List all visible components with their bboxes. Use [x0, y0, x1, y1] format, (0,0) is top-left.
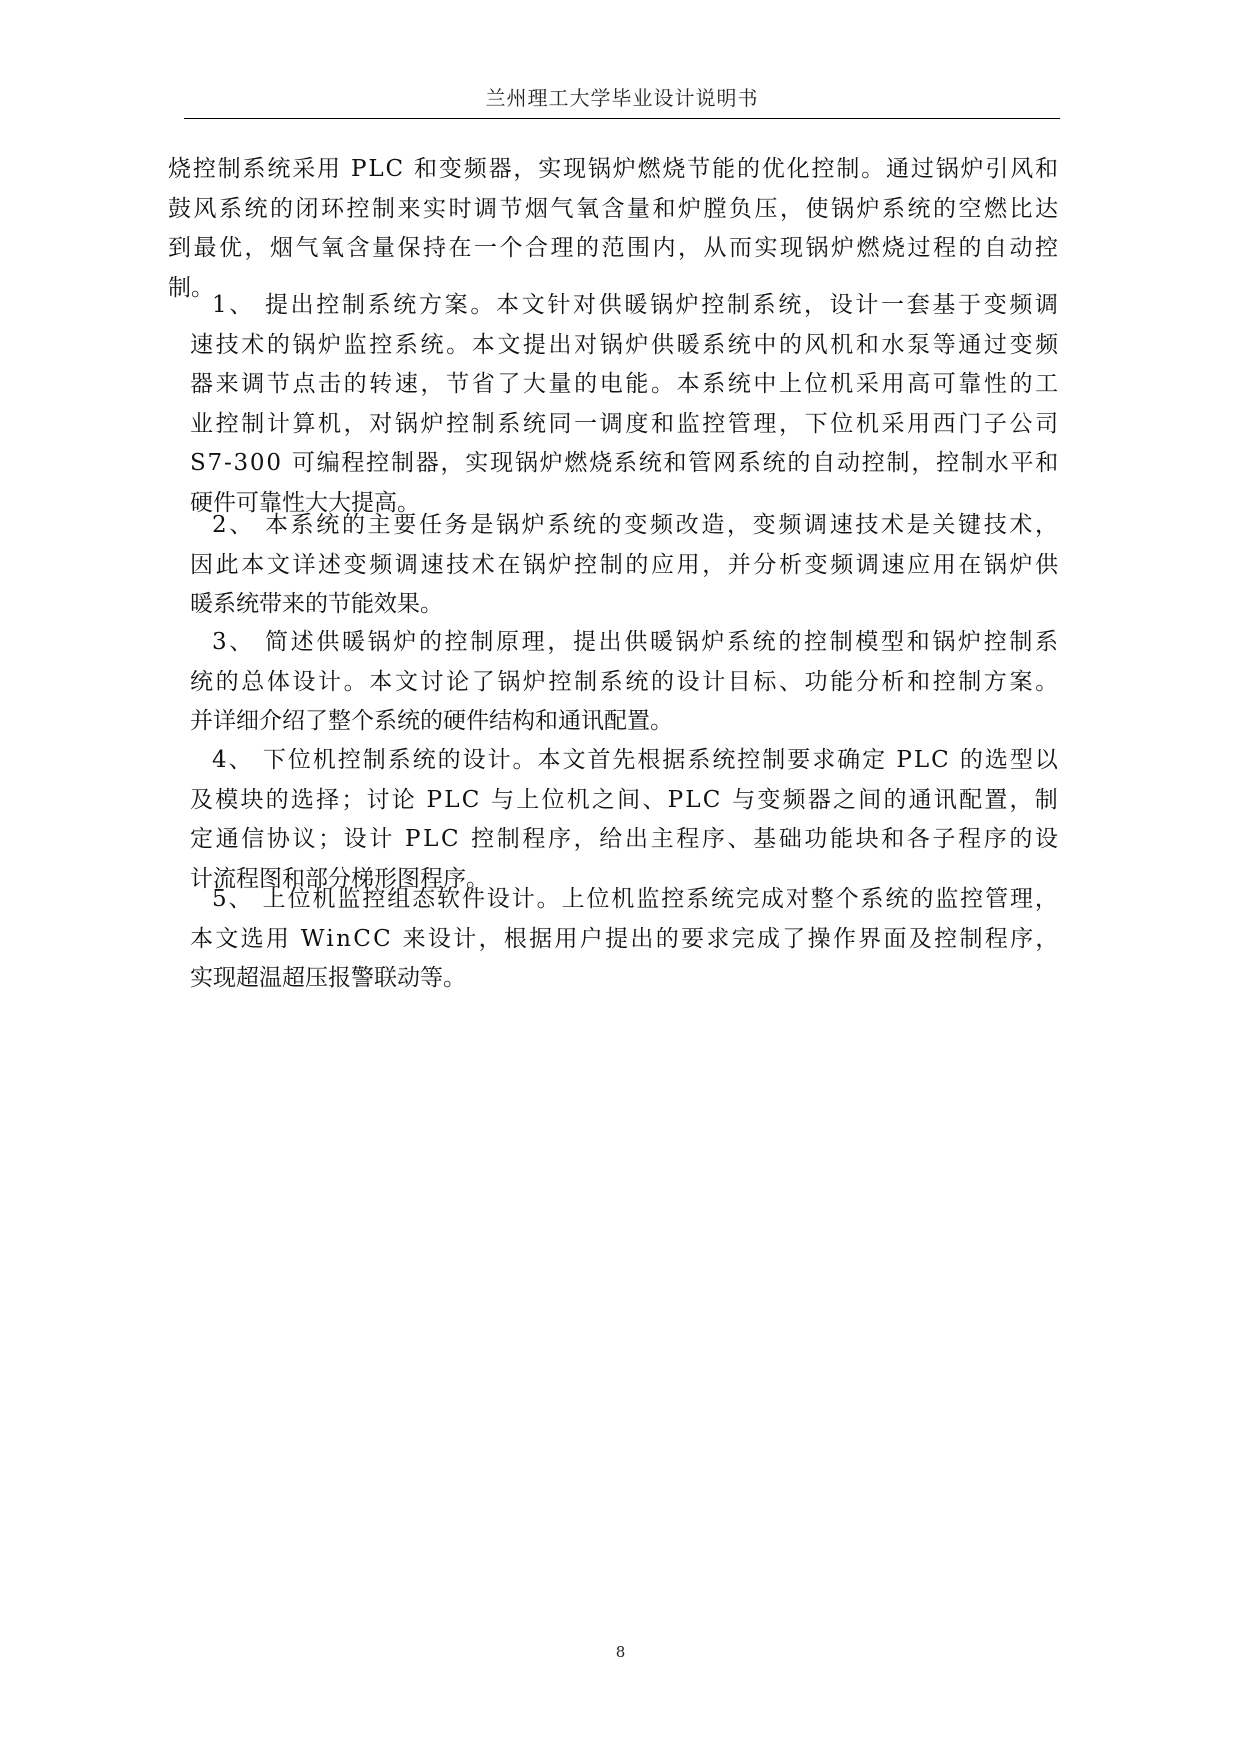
text-line: 因此本文详述变频调速技术在锅炉控制的应用，并分析变频调速应用在锅炉供	[190, 551, 1061, 578]
text-line: 3、 简述供暖锅炉的控制原理，提出供暖锅炉系统的控制模型和锅炉控制系	[212, 629, 1061, 655]
page-number: 8	[615, 1643, 626, 1661]
text-line: 本文选用 WinCC 来设计，根据用户提出的要求完成了操作界面及控制程序，	[190, 925, 1061, 952]
text-line: 器来调节点击的转速，节省了大量的电能。本系统中上位机采用高可靠性的工	[190, 371, 1061, 397]
text-line: 暖系统带来的节能效果。	[190, 591, 443, 617]
text-line: 及模块的选择；讨论 PLC 与上位机之间、PLC 与变频器之间的通讯配置，制	[190, 786, 1060, 813]
running-header: 兰州理工大学毕业设计说明书	[485, 86, 759, 110]
text-line: 计流程图和部分梯形图程序。	[190, 865, 489, 892]
text-line: 定通信协议；设计 PLC 控制程序，给出主程序、基础功能块和各子程序的设	[190, 826, 1061, 852]
text-line: 实现超温超压报警联动等。	[190, 965, 466, 991]
text-line: 烧控制系统采用 PLC 和变频器，实现锅炉燃烧节能的优化控制。通过锅炉引风和	[168, 156, 1060, 182]
text-line: 4、 下位机控制系统的设计。本文首先根据系统控制要求确定 PLC 的选型以	[212, 747, 1060, 773]
text-line: 到最优，烟气氧含量保持在一个合理的范围内，从而实现锅炉燃烧过程的自动控	[168, 235, 1061, 261]
text-line: 鼓风系统的闭环控制来实时调节烟气氧含量和炉膛负压，使锅炉系统的空燃比达	[168, 195, 1061, 222]
text-line: 业控制计算机，对锅炉控制系统同一调度和监控管理，下位机采用西门子公司	[190, 410, 1061, 437]
text-line: 硬件可靠性大大提高。	[190, 489, 420, 516]
text-line: 2、 本系统的主要任务是锅炉系统的变频改造，变频调速技术是关键技术，	[212, 512, 1061, 538]
text-line: 速技术的锅炉监控系统。本文提出对锅炉供暖系统中的风机和水泵等通过变频	[190, 331, 1061, 358]
header-rule	[184, 118, 1060, 119]
text-line: 1、 提出控制系统方案。本文针对供暖锅炉控制系统，设计一套基于变频调	[212, 292, 1061, 318]
text-line: 并详细介绍了整个系统的硬件结构和通讯配置。	[190, 708, 673, 734]
text-line: 统的总体设计。本文讨论了锅炉控制系统的设计目标、功能分析和控制方案。	[190, 668, 1061, 695]
text-line: 制。	[168, 274, 214, 301]
text-line: 5、 上位机监控组态软件设计。上位机监控系统完成对整个系统的监控管理，	[212, 886, 1060, 912]
text-line: S7-300 可编程控制器，实现锅炉燃烧系统和管网系统的自动控制，控制水平和	[190, 450, 1061, 476]
